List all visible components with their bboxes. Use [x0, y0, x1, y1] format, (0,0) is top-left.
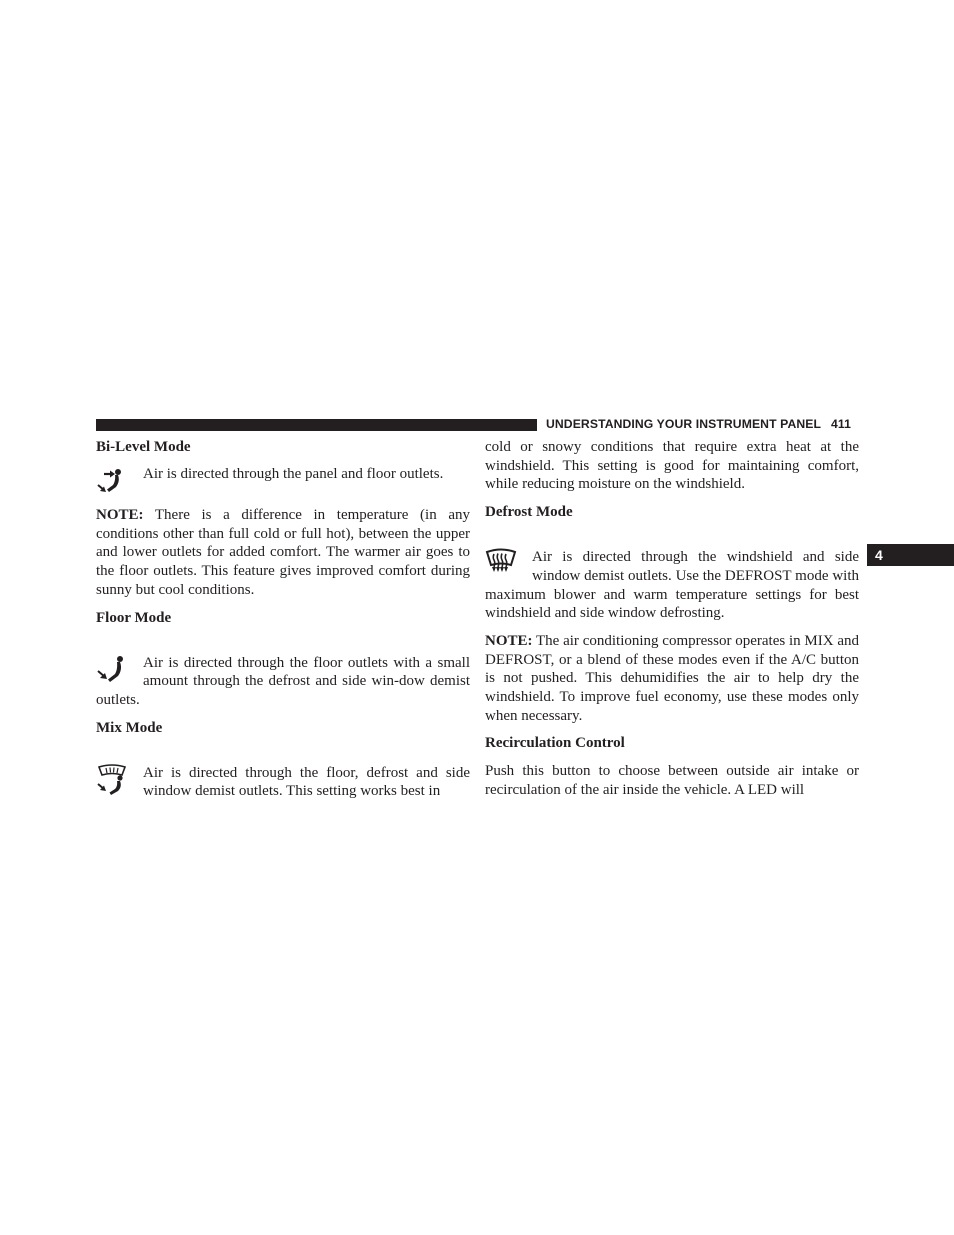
- bi-level-mode-icon: [96, 465, 128, 497]
- floor-mode-text: Air is directed through the floor outlets with a small amount through the defrost and side win-dow demist outlets.: [96, 654, 470, 708]
- bi-level-mode-text: Air is directed through the panel and floor outlets.: [143, 466, 444, 482]
- running-header: [546, 417, 858, 431]
- bi-level-mode-heading: Bi-Level Mode: [96, 439, 191, 455]
- section-title: UNDERSTANDING YOUR INSTRUMENT PANEL: [546, 417, 822, 431]
- floor-mode-heading: Floor Mode: [96, 609, 172, 626]
- note-2-label: NOTE:: [485, 632, 533, 649]
- left-column: [96, 438, 470, 801]
- note-2: [485, 632, 859, 726]
- mix-mode-text-continued: cold or snowy conditions that require extra heat at the windshield. This setting is good for maintaining comfort, while reducing moisture on the windshield.: [485, 439, 859, 493]
- note-1: [96, 506, 470, 600]
- defrost-mode-icon: [485, 548, 517, 580]
- mix-mode-text: Air is directed through the floor, defrost and side window demist outlets. This setting works best in: [143, 764, 470, 800]
- right-column: [485, 438, 859, 800]
- mix-mode-heading: Mix Mode: [96, 719, 163, 736]
- note-2-text: The air conditioning compressor operates in MIX and DEFROST, or a blend of these modes even if the A/C button is not pushed. This dehumidifies the air to help dry the windshield. To improve fuel economy, use these modes only when necessary.: [485, 632, 859, 724]
- chapter-tab: 4: [867, 544, 954, 566]
- bi-level-mode-paragraph: [96, 465, 470, 497]
- defrost-mode-text: Air is directed through the windshield and side window demist outlets. Use the DEFROST mode with maximum blower and warm temperature settings for best windshield and side window defrosting.: [485, 549, 859, 622]
- note-1-text: There is a difference in temperature (in any conditions other than full cold or full hot), between the upper and lower outlets for added comfort. The warmer air goes to the floor outlets. This feature gives improved comfort during sunny but cool conditions.: [96, 507, 470, 598]
- mix-mode-icon: [96, 764, 128, 796]
- page-number: 411: [831, 417, 851, 431]
- defrost-mode-heading: Defrost Mode: [485, 504, 573, 521]
- floor-mode-icon: [96, 654, 128, 686]
- floor-mode-paragraph: [96, 654, 470, 710]
- recirculation-control-heading: Recirculation Control: [485, 735, 625, 752]
- note-1-label: NOTE:: [96, 507, 144, 523]
- mix-mode-paragraph: [96, 764, 470, 801]
- recirculation-control-text: Push this button to choose between outside air intake or recirculation of the air inside the vehicle. A LED will: [485, 763, 859, 799]
- header-rule: [96, 419, 537, 431]
- defrost-mode-paragraph: [485, 548, 859, 623]
